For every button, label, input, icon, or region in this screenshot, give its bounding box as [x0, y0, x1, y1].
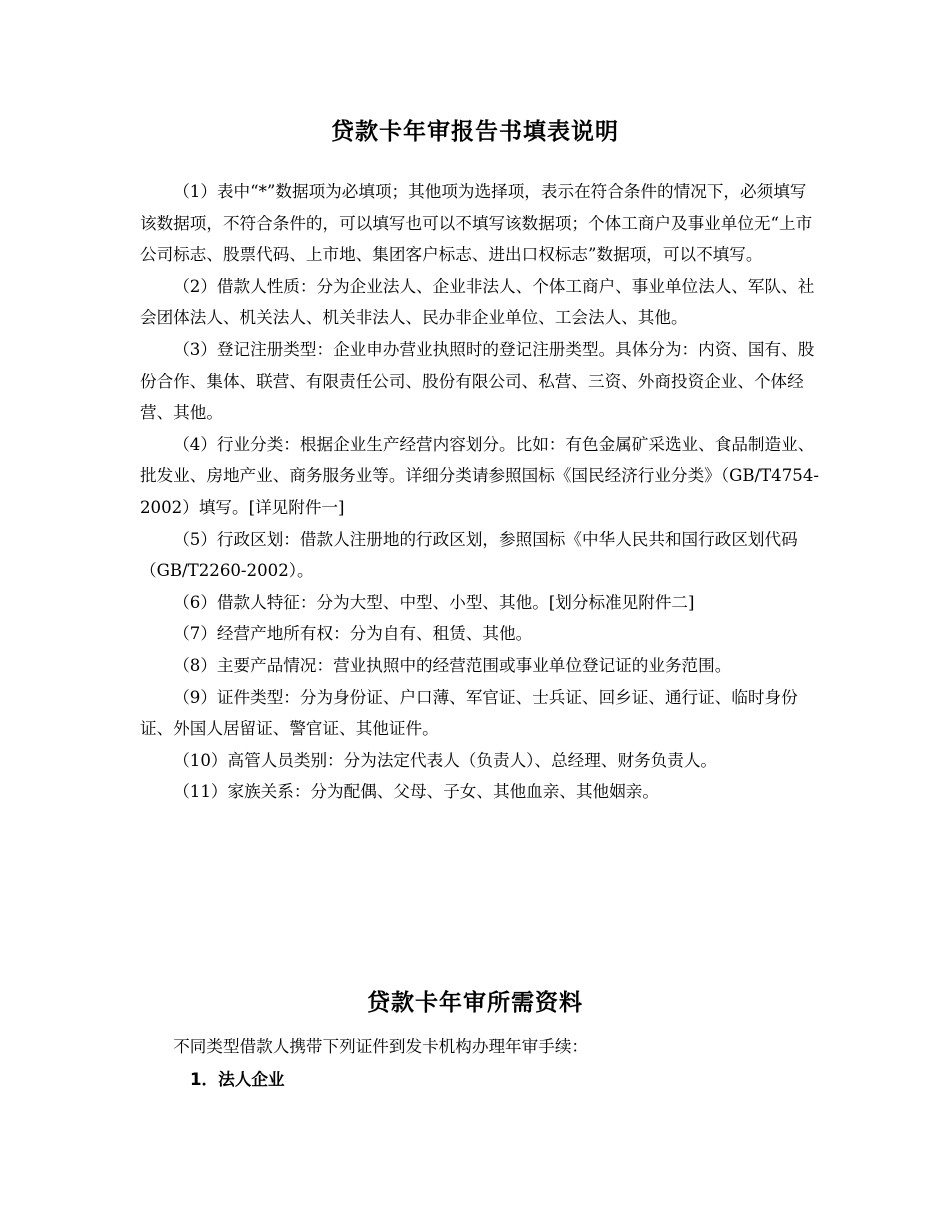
section-title-filling-instructions: 贷款卡年审报告书填表说明	[331, 119, 619, 145]
instruction-item-4	[140, 429, 820, 524]
instruction-text: （3）登记注册类型：企业申办营业执照时的登记注册类型。具体分为：内资、国有、股份合作、集体、联营、有限责任公司、股份有限公司、私营、三资、外商投资企业、个体经营、其他。	[140, 339, 815, 423]
instruction-text: （5）行政区划：借款人注册地的行政区划，参照国标《中华人民共和国行政区划代码（GB/T2260-2002）。	[140, 529, 798, 581]
materials-intro: 不同类型借款人携带下列证件到发卡机构办理年审手续：	[173, 1037, 589, 1056]
instruction-text: （10）高管人员类别：分为法定代表人（负责人）、总经理、财务负责人。	[173, 750, 718, 770]
instruction-item-1	[140, 176, 820, 271]
instruction-text: （7）经营产地所有权：分为自有、租赁、其他。	[173, 624, 533, 644]
instruction-item-11	[140, 776, 820, 808]
section-title-required-materials: 贷款卡年审所需资料	[367, 990, 583, 1016]
instruction-item-2	[140, 271, 820, 334]
instruction-text: （6）借款人特征：分为大型、中型、小型、其他。[划分标准见附件二]	[173, 592, 695, 612]
instruction-text: （11）家族关系：分为配偶、父母、子女、其他血亲、其他姻亲。	[173, 782, 659, 802]
instruction-text: （9）证件类型：分为身份证、户口薄、军官证、士兵证、回乡证、通行证、临时身份证、外国人居留证、警官证、其他证件。	[140, 687, 798, 739]
instruction-item-9	[140, 682, 820, 745]
instruction-item-5	[140, 524, 820, 587]
instruction-text: （8）主要产品情况：营业执照中的经营范围或事业单位登记证的业务范围。	[173, 655, 732, 675]
instruction-item-3	[140, 334, 820, 429]
instruction-text: （1）表中“*”数据项为必填项；其他项为选择项，表示在符合条件的情况下，必须填写该数据项，不符合条件的，可以填写也可以不填写该数据项；个体工商户及事业单位无“上市公司标志、股票代码、上市地、集团客户标志、进出口权标志”数据项，可以不填写。	[140, 182, 813, 265]
instructions-list	[140, 176, 820, 808]
instruction-text: （4）行业分类：根据企业生产经营内容划分。比如：有色金属矿采选业、食品制造业、批发业、房地产业、商务服务业等。详细分类请参照国标《国民经济行业分类》（GB/T4754-2002）填写。[详见附件一]	[140, 434, 820, 517]
subheading-legal-entity: 1．法人企业	[190, 1070, 285, 1089]
instruction-item-6	[140, 587, 820, 619]
instruction-item-10	[140, 745, 820, 777]
instruction-text: （2）借款人性质：分为企业法人、企业非法人、个体工商户、事业单位法人、军队、社会团体法人、机关法人、机关非法人、民办非企业单位、工会法人、其他。	[140, 276, 815, 328]
instruction-item-7	[140, 618, 820, 650]
instruction-item-8	[140, 650, 820, 682]
